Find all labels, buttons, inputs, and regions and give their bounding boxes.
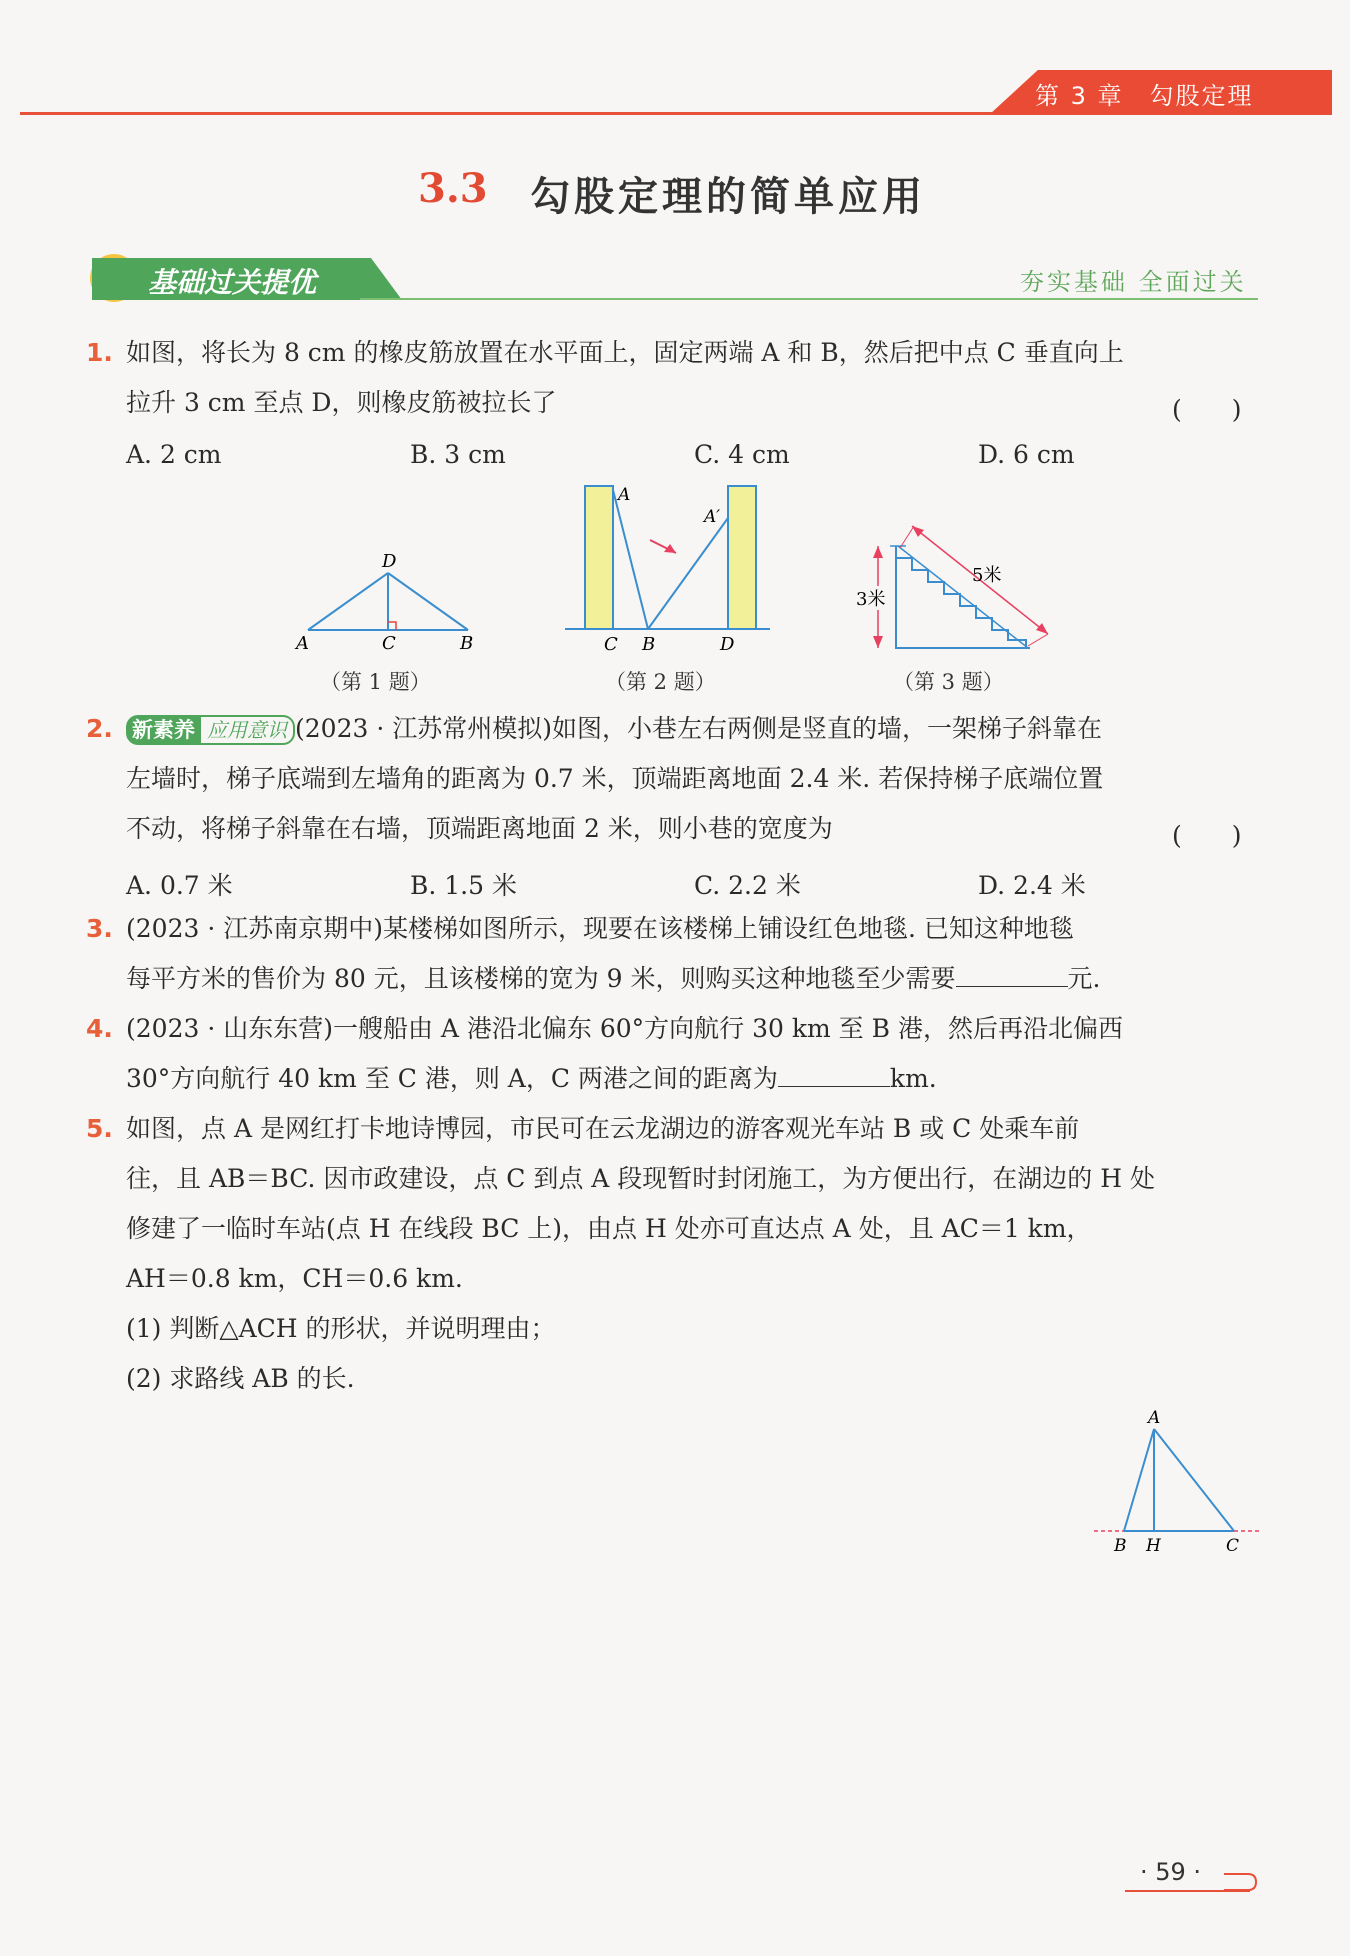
q1-option-b: B. 3 cm <box>410 440 506 469</box>
q4-line-2 <box>126 1054 937 1104</box>
q2-line-2: 左墙时，梯子底端到左墙角的距离为 0.7 米，顶端距离地面 2.4 米. 若保持梯子底端位置 <box>126 764 1104 793</box>
q2-tag-application: 应用意识 <box>201 715 295 745</box>
q1-line-2: 拉升 3 cm 至点 D，则橡皮筋被拉长了 <box>126 388 557 417</box>
q1-option-d: D. 6 cm <box>978 440 1075 469</box>
q2-option-c: C. 2.2 米 <box>694 871 801 900</box>
q5-line-3: 修建了一临时车站(点 H 在线段 BC 上)，由点 H 处亦可直达点 A 处，且 AC＝1 km， <box>126 1214 1092 1243</box>
fig5-label-h: H <box>1146 1536 1161 1556</box>
fig3-label-height: 3米 <box>856 589 886 610</box>
section-slogan: 夯实基础 全面过关 <box>1020 268 1247 296</box>
fig5-label-b: B <box>1114 1536 1127 1556</box>
q3-line-1: (2023 · 江苏南京期中)某楼梯如图所示，现要在该楼梯上铺设红色地毯. 已知这种地毯 <box>126 914 1074 943</box>
q2-line-3: 不动，将梯子斜靠在右墙，顶端距离地面 2 米，则小巷的宽度为 <box>126 814 833 843</box>
fig2-label-b: B <box>642 634 656 655</box>
question-number: 1. <box>86 338 113 367</box>
fig3-label-length: 5米 <box>972 565 1002 586</box>
fig5-label-a: A <box>1148 1408 1161 1428</box>
q2-line-1-text: (2023 · 江苏常州模拟)如图，小巷左右两侧是竖直的墙，一架梯子斜靠在 <box>295 714 1102 743</box>
chapter-label: 第 3 章 勾股定理 <box>1035 82 1254 110</box>
q5-subquestion-1: (1) 判断△ACH 的形状，并说明理由； <box>126 1314 556 1343</box>
q4-unit: km. <box>889 1064 937 1093</box>
q4-answer-blank[interactable] <box>778 1064 890 1087</box>
figure-5-triangle <box>1090 1405 1270 1565</box>
fig2-label-c: C <box>604 634 618 655</box>
question-number: 2. <box>86 714 113 743</box>
question-number: 4. <box>86 1014 113 1043</box>
q2-option-d: D. 2.4 米 <box>978 871 1086 900</box>
fig2-label-a: A <box>618 485 631 505</box>
figure-2-ladder <box>560 480 780 660</box>
fig1-label-c: C <box>382 633 396 654</box>
q2-option-a: A. 0.7 米 <box>126 871 233 900</box>
fig1-label-a: A <box>296 633 309 654</box>
page-arrow-icon <box>1222 1866 1258 1894</box>
q5-line-2: 往，且 AB＝BC. 因市政建设，点 C 到点 A 段现暂时封闭施工，为方便出行，在湖边的 H 处 <box>126 1164 1156 1193</box>
fig2-label-d: D <box>720 634 735 655</box>
q5-line-4: AH＝0.8 km，CH＝0.6 km. <box>126 1264 463 1293</box>
q3-unit: 元. <box>1067 964 1101 993</box>
q1-answer-paren: ( ) <box>1172 395 1242 424</box>
figure-3-caption: （第 3 题） <box>893 670 1004 694</box>
q1-option-c: C. 4 cm <box>694 440 790 469</box>
q4-line-1: (2023 · 山东东营)一艘船由 A 港沿北偏东 60°方向航行 30 km 至 B 港，然后再沿北偏西 <box>126 1014 1123 1043</box>
q3-line-2-text: 每平方米的售价为 80 元，且该楼梯的宽为 9 米，则购买这种地毯至少需要 <box>126 964 956 993</box>
figure-2-caption: （第 2 题） <box>605 670 716 694</box>
question-number: 5. <box>86 1114 113 1143</box>
q2-answer-paren: ( ) <box>1172 821 1242 850</box>
section-banner-label: 基础过关提优 <box>148 266 317 299</box>
q3-answer-blank[interactable] <box>956 964 1068 987</box>
q2-option-b: B. 1.5 米 <box>410 871 517 900</box>
q1-line-1: 如图，将长为 8 cm 的橡皮筋放置在水平面上，固定两端 A 和 B，然后把中点 C 垂直向上 <box>126 338 1124 367</box>
fig1-label-d: D <box>382 551 397 572</box>
fig5-label-c: C <box>1226 1536 1240 1556</box>
question-number: 3. <box>86 914 113 943</box>
page-number: · 59 · <box>1140 1858 1202 1886</box>
q5-line-1: 如图，点 A 是网红打卡地诗博园，市民可在云龙湖边的游客观光车站 B 或 C 处乘车前 <box>126 1114 1080 1143</box>
q5-subquestion-2: (2) 求路线 AB 的长. <box>126 1364 355 1393</box>
fig1-label-b: B <box>460 633 474 654</box>
q1-option-a: A. 2 cm <box>126 440 222 469</box>
section-number: 3.3 <box>418 165 488 212</box>
figure-1-caption: （第 1 题） <box>320 670 431 694</box>
figure-1-triangle <box>290 545 490 655</box>
q3-line-2 <box>126 954 1100 1004</box>
q2-line-1 <box>126 704 1102 754</box>
fig2-label-a-prime: A′ <box>704 507 721 527</box>
q2-tag-literacy: 新素养 <box>126 715 201 745</box>
figure-3-stairs <box>850 510 1060 660</box>
page-title: 勾股定理的简单应用 <box>530 173 926 220</box>
q4-line-2-text: 30°方向航行 40 km 至 C 港，则 A，C 两港之间的距离为 <box>126 1064 778 1093</box>
section-rule <box>360 298 1258 300</box>
